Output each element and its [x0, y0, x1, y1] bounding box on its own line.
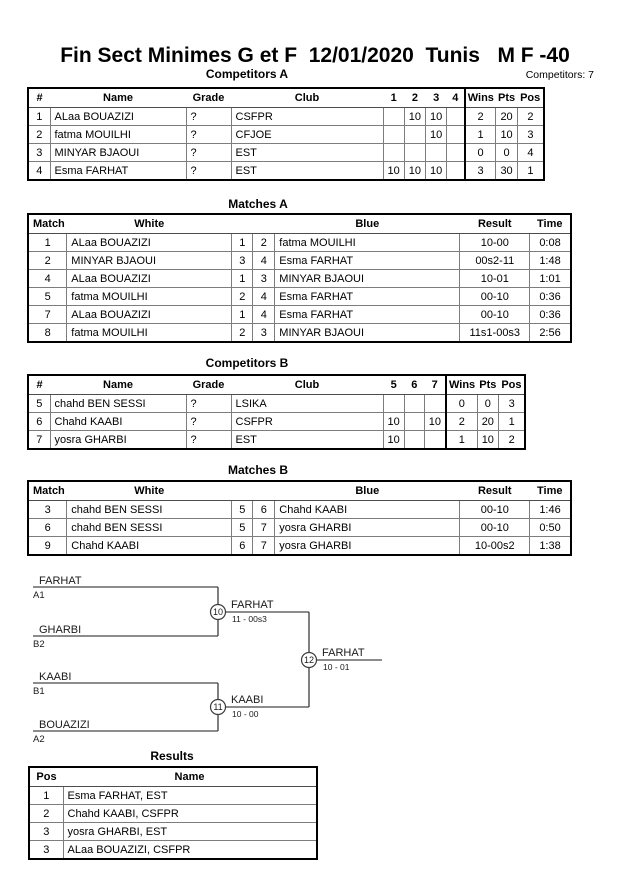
col-header-blank — [253, 214, 275, 234]
col-header-club: Club — [231, 88, 383, 108]
white-seed: 2 — [232, 288, 253, 306]
white-seed: 3 — [232, 252, 253, 270]
competitor-number: 3 — [28, 144, 50, 162]
blue-seed: 3 — [253, 324, 275, 343]
round-score — [383, 144, 404, 162]
col-header-round: 4 — [447, 88, 465, 108]
match-time: 0:50 — [530, 519, 571, 537]
match-time: 1:01 — [530, 270, 571, 288]
bracket-match-number: 12 — [303, 655, 315, 665]
round-score: 10 — [426, 126, 447, 144]
blue-player: yosra GHARBI — [275, 519, 460, 537]
competitor-grade: ? — [186, 395, 231, 413]
competitor-name: MINYAR BJAOUI — [50, 144, 186, 162]
white-seed: 5 — [232, 519, 253, 537]
bracket-lines — [33, 587, 382, 731]
header-row — [28, 375, 525, 395]
header-row — [28, 88, 544, 108]
match-number: 5 — [28, 288, 67, 306]
col-header-number: # — [28, 88, 50, 108]
col-header-result: Result — [460, 214, 530, 234]
col-header-result: Result — [460, 481, 530, 501]
blue-player: fatma MOUILHI — [275, 234, 460, 252]
col-header-round: 6 — [404, 375, 424, 395]
wins-value: 0 — [446, 395, 477, 413]
col-header-round: 1 — [383, 88, 404, 108]
match-number: 4 — [28, 270, 67, 288]
blue-player: MINYAR BJAOUI — [275, 324, 460, 343]
round-score — [424, 431, 446, 450]
table-row — [28, 324, 571, 343]
match-result: 00-10 — [460, 288, 530, 306]
col-header-wins: Wins — [446, 375, 477, 395]
col-header-pos: Pos — [517, 88, 544, 108]
white-player: ALaa BOUAZIZI — [67, 270, 232, 288]
match-result: 11s1-00s3 — [460, 324, 530, 343]
blue-player: Esma FARHAT — [275, 252, 460, 270]
match-time: 0:36 — [530, 288, 571, 306]
competitor-club: LSIKA — [231, 395, 383, 413]
round-score — [383, 126, 404, 144]
competitor-grade: ? — [186, 413, 231, 431]
competitor-grade: ? — [186, 126, 231, 144]
round-score — [404, 144, 425, 162]
matches-b-table — [27, 480, 572, 556]
section-title-matches-b: Matches B — [227, 463, 289, 477]
pts-value: 0 — [477, 395, 498, 413]
white-seed: 1 — [232, 306, 253, 324]
col-header-match: Match — [28, 481, 67, 501]
blue-player: Esma FARHAT — [275, 288, 460, 306]
bracket-winner-name: FARHAT — [322, 647, 365, 659]
bracket-seed-code: B1 — [33, 686, 45, 697]
white-player: fatma MOUILHI — [67, 324, 232, 343]
col-header-round: 3 — [426, 88, 447, 108]
col-header-pos: Pos — [498, 375, 525, 395]
section-title-competitors-b: Competitors B — [205, 356, 289, 370]
round-score: 10 — [404, 108, 425, 126]
competitor-name: fatma MOUILHI — [50, 126, 186, 144]
bracket-winner-name: FARHAT — [231, 599, 274, 611]
competitor-number: 1 — [28, 108, 50, 126]
pos-value: 2 — [517, 108, 544, 126]
header-row — [29, 767, 317, 787]
col-header-round: 2 — [404, 88, 425, 108]
competitor-grade: ? — [186, 108, 231, 126]
final-player: ALaa BOUAZIZI, CSFPR — [63, 841, 317, 860]
blue-seed: 4 — [253, 288, 275, 306]
match-time: 1:38 — [530, 537, 571, 556]
page-title: Fin Sect Minimes G et F 12/01/2020 Tunis M F -40 — [60, 44, 570, 67]
white-player: chahd BEN SESSI — [67, 501, 232, 519]
competitor-name: yosra GHARBI — [50, 431, 186, 450]
final-player: Esma FARHAT, EST — [63, 787, 317, 805]
col-header-blank — [232, 481, 253, 501]
blue-seed: 4 — [253, 306, 275, 324]
section-title-matches-a: Matches A — [228, 197, 288, 211]
wins-value: 3 — [465, 162, 496, 181]
bracket-match-result: 10 - 01 — [323, 662, 350, 672]
blue-player: MINYAR BJAOUI — [275, 270, 460, 288]
bracket-seed-code: A1 — [33, 590, 45, 601]
header-row — [28, 214, 571, 234]
col-header-club: Club — [231, 375, 383, 395]
table-row — [29, 805, 317, 823]
final-pos: 1 — [29, 787, 63, 805]
white-seed: 1 — [232, 234, 253, 252]
col-header-round: 5 — [383, 375, 404, 395]
col-header-time: Time — [530, 481, 571, 501]
table-row — [28, 144, 544, 162]
bracket-match-result: 11 - 00s3 — [232, 614, 267, 624]
pts-value: 10 — [477, 431, 498, 450]
col-header-grade: Grade — [186, 88, 231, 108]
final-player: yosra GHARBI, EST — [63, 823, 317, 841]
round-score — [447, 162, 465, 181]
match-result: 10-00 — [460, 234, 530, 252]
competitor-grade: ? — [186, 144, 231, 162]
match-number: 8 — [28, 324, 67, 343]
round-score: 10 — [426, 108, 447, 126]
match-time: 1:46 — [530, 501, 571, 519]
col-header-name: Name — [50, 88, 186, 108]
matches-a-table — [27, 213, 572, 343]
table-row — [28, 252, 571, 270]
blue-player: Chahd KAABI — [275, 501, 460, 519]
white-player: ALaa BOUAZIZI — [67, 306, 232, 324]
table-row — [29, 841, 317, 860]
col-header-blue: Blue — [275, 481, 460, 501]
table-row — [28, 162, 544, 181]
competitor-number: 7 — [28, 431, 50, 450]
competitor-club: EST — [231, 162, 383, 181]
competitor-name: Chahd KAABI — [50, 413, 186, 431]
match-number: 9 — [28, 537, 67, 556]
pts-value: 10 — [496, 126, 517, 144]
wins-value: 1 — [446, 431, 477, 450]
col-header-round: 7 — [424, 375, 446, 395]
competitor-club: CFJOE — [231, 126, 383, 144]
competitor-number: 4 — [28, 162, 50, 181]
pts-value: 30 — [496, 162, 517, 181]
match-number: 1 — [28, 234, 67, 252]
bracket-seed-code: B2 — [33, 639, 45, 650]
table-row — [28, 519, 571, 537]
round-score: 10 — [383, 413, 404, 431]
white-seed: 1 — [232, 270, 253, 288]
competitor-name: ALaa BOUAZIZI — [50, 108, 186, 126]
blue-seed: 2 — [253, 234, 275, 252]
col-header-name: Name — [50, 375, 186, 395]
table-row — [28, 108, 544, 126]
match-time: 0:36 — [530, 306, 571, 324]
col-header-blue: Blue — [275, 214, 460, 234]
section-title-competitors-a: Competitors A — [205, 67, 289, 81]
white-player: Chahd KAABI — [67, 537, 232, 556]
bracket-match-result: 10 - 00 — [232, 709, 259, 719]
pts-value: 20 — [496, 108, 517, 126]
wins-value: 2 — [446, 413, 477, 431]
competitor-number: 6 — [28, 413, 50, 431]
col-header-wins: Wins — [465, 88, 496, 108]
round-score — [404, 395, 424, 413]
pos-value: 2 — [498, 431, 525, 450]
match-result: 10-00s2 — [460, 537, 530, 556]
col-header-pos: Pos — [29, 767, 63, 787]
table-row — [28, 234, 571, 252]
wins-value: 2 — [465, 108, 496, 126]
match-number: 6 — [28, 519, 67, 537]
round-score — [447, 108, 465, 126]
final-player: Chahd KAABI, CSFPR — [63, 805, 317, 823]
col-header-blank — [253, 481, 275, 501]
final-pos: 3 — [29, 841, 63, 860]
competitor-number: 2 — [28, 126, 50, 144]
col-header-time: Time — [530, 214, 571, 234]
bracket-seed-code: A2 — [33, 734, 45, 745]
pts-value: 0 — [496, 144, 517, 162]
pos-value: 3 — [498, 395, 525, 413]
wins-value: 0 — [465, 144, 496, 162]
match-result: 00-10 — [460, 306, 530, 324]
round-score — [383, 108, 404, 126]
competitor-grade: ? — [186, 431, 231, 450]
competitor-number: 5 — [28, 395, 50, 413]
blue-player: yosra GHARBI — [275, 537, 460, 556]
competitor-club: EST — [231, 144, 383, 162]
competitors-count: Competitors: 7 — [525, 69, 594, 81]
match-time: 0:08 — [530, 234, 571, 252]
blue-seed: 7 — [253, 519, 275, 537]
round-score — [447, 144, 465, 162]
white-player: ALaa BOUAZIZI — [67, 234, 232, 252]
round-score — [447, 126, 465, 144]
competitors-a-table — [27, 87, 545, 181]
competitor-name: chahd BEN SESSI — [50, 395, 186, 413]
col-header-pts: Pts — [477, 375, 498, 395]
bracket-seed-name: KAABI — [39, 671, 72, 683]
round-score — [404, 413, 424, 431]
round-score: 10 — [404, 162, 425, 181]
white-player: chahd BEN SESSI — [67, 519, 232, 537]
bracket-seed-name: FARHAT — [39, 575, 82, 587]
pos-value: 1 — [498, 413, 525, 431]
match-time: 1:48 — [530, 252, 571, 270]
competitor-name: Esma FARHAT — [50, 162, 186, 181]
blue-player: Esma FARHAT — [275, 306, 460, 324]
blue-seed: 3 — [253, 270, 275, 288]
match-time: 2:56 — [530, 324, 571, 343]
pos-value: 1 — [517, 162, 544, 181]
competitor-club: CSFPR — [231, 413, 383, 431]
white-seed: 5 — [232, 501, 253, 519]
table-row — [28, 395, 525, 413]
white-player: MINYAR BJAOUI — [67, 252, 232, 270]
round-score — [383, 395, 404, 413]
table-row — [29, 823, 317, 841]
col-header-number: # — [28, 375, 50, 395]
table-row — [28, 501, 571, 519]
table-row — [28, 431, 525, 450]
round-score: 10 — [424, 413, 446, 431]
bracket-winner-name: KAABI — [231, 694, 264, 706]
match-number: 2 — [28, 252, 67, 270]
col-header-match: Match — [28, 214, 67, 234]
col-header-white: White — [67, 214, 232, 234]
bracket-diagram — [0, 560, 630, 760]
col-header-blank — [232, 214, 253, 234]
competitor-club: EST — [231, 431, 383, 450]
bracket-seed-name: GHARBI — [39, 624, 82, 636]
final-pos: 2 — [29, 805, 63, 823]
round-score — [404, 431, 424, 450]
competitor-club: CSFPR — [231, 108, 383, 126]
white-player: fatma MOUILHI — [67, 288, 232, 306]
pos-value: 4 — [517, 144, 544, 162]
match-result: 00-10 — [460, 519, 530, 537]
table-row — [29, 787, 317, 805]
bracket-match-number: 11 — [213, 702, 223, 712]
round-score — [404, 126, 425, 144]
round-score — [426, 144, 447, 162]
match-result: 10-01 — [460, 270, 530, 288]
col-header-grade: Grade — [186, 375, 231, 395]
round-score: 10 — [383, 162, 404, 181]
col-header-name: Name — [63, 767, 317, 787]
table-row — [28, 126, 544, 144]
match-number: 3 — [28, 501, 67, 519]
competitor-grade: ? — [186, 162, 231, 181]
pos-value: 3 — [517, 126, 544, 144]
table-row — [28, 306, 571, 324]
bracket-match-number: 10 — [212, 607, 224, 617]
round-score: 10 — [383, 431, 404, 450]
match-result: 00s2-11 — [460, 252, 530, 270]
white-seed: 6 — [232, 537, 253, 556]
white-seed: 2 — [232, 324, 253, 343]
round-score: 10 — [426, 162, 447, 181]
header-row — [28, 481, 571, 501]
table-row — [28, 270, 571, 288]
col-header-white: White — [67, 481, 232, 501]
blue-seed: 7 — [253, 537, 275, 556]
wins-value: 1 — [465, 126, 496, 144]
match-number: 7 — [28, 306, 67, 324]
final-pos: 3 — [29, 823, 63, 841]
col-header-pts: Pts — [496, 88, 517, 108]
section-title-results: Results — [150, 749, 194, 763]
blue-seed: 4 — [253, 252, 275, 270]
competitors-b-table — [27, 374, 526, 450]
table-row — [28, 288, 571, 306]
bracket-seed-name: BOUAZIZI — [39, 719, 90, 731]
round-score — [424, 395, 446, 413]
table-row — [28, 413, 525, 431]
pts-value: 20 — [477, 413, 498, 431]
match-result: 00-10 — [460, 501, 530, 519]
blue-seed: 6 — [253, 501, 275, 519]
table-row — [28, 537, 571, 556]
results-table — [28, 766, 318, 860]
